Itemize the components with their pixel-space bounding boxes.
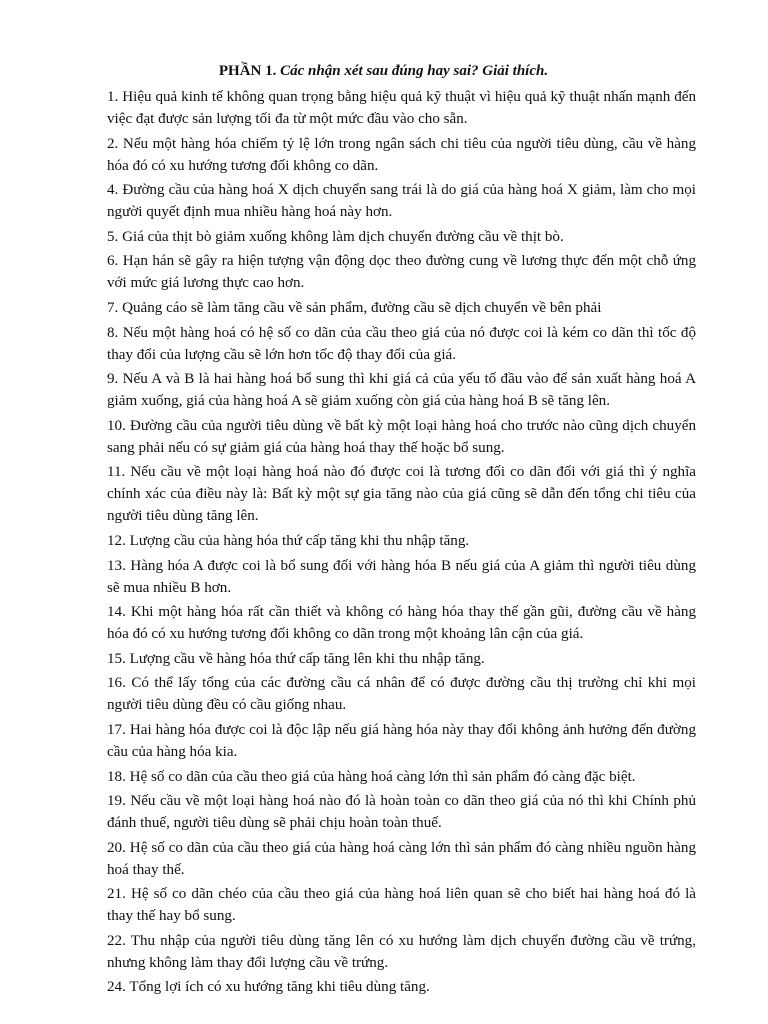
statement-item: 19. Nếu cầu về một loại hàng hoá nào đó là hoàn toàn co dãn theo giá của nó thì khi Chính phủ đánh thuế, người tiêu dùng sẽ phải chịu hoàn toàn thuế. (107, 793, 696, 832)
statement-item: 7. Quảng cáo sẽ làm tăng cầu về sản phẩm, đường cầu sẽ dịch chuyển về bên phải (107, 299, 602, 316)
statement-item: 13. Hàng hóa A được coi là bổ sung đối với hàng hóa B nếu giá của A giảm thì người tiêu dùng sẽ mua nhiều B hơn. (107, 557, 696, 596)
statement-item: 16. Có thể lấy tổng của các đường cầu cá nhân để có được đường cầu thị trường chỉ khi mọi người tiêu dùng đều có cầu giống nhau. (107, 675, 696, 714)
statement-item: 2. Nếu một hàng hóa chiếm tỷ lệ lớn trong ngân sách chi tiêu của người tiêu dùng, cầu về hàng hóa đó có xu hướng tương đối không co dãn. (107, 135, 696, 174)
statement-item: 6. Hạn hán sẽ gây ra hiện tượng vận động dọc theo đường cung về lương thực đến một chỗ ứng với mức giá lương thực cao hơn. (107, 253, 696, 292)
statement-list (107, 86, 696, 998)
statement-item: 17. Hai hàng hóa được coi là độc lập nếu giá hàng hóa này thay đổi không ảnh hưởng đến đường cầu của hàng hóa kia. (107, 721, 696, 760)
statement-item: 9. Nếu A và B là hai hàng hoá bổ sung thì khi giá cả của yếu tố đầu vào để sản xuất hàng hoá A giảm xuống, giá của hàng hoá A sẽ giảm xuống còn giá của hàng hoá B sẽ tăng lên. (107, 371, 696, 410)
statement-item: 14. Khi một hàng hóa rất cần thiết và không có hàng hóa thay thế gần gũi, đường cầu về hàng hóa đó có xu hướng tương đối không co dãn trong một khoảng lân cận của giá. (107, 604, 696, 643)
statement-item: 5. Giá của thịt bò giảm xuống không làm dịch chuyển đường cầu về thịt bò. (107, 228, 564, 245)
section-heading (89, 60, 678, 82)
statement-item: 21. Hệ số co dãn chéo của cầu theo giá của hàng hoá liên quan sẽ cho biết hai hàng hoá đó là thay thế hay bổ sung. (107, 886, 696, 925)
statement-item: 1. Hiệu quả kinh tế không quan trọng bằng hiệu quả kỹ thuật vì hiệu quả kỹ thuật nhấn mạnh đến việc đạt được sản lượng tối đa từ một mức đầu vào cho sẵn. (107, 89, 696, 127)
statement-item: 20. Hệ số co dãn của cầu theo giá của hàng hoá càng lớn thì sản phẩm đó càng nhiều nguồn hàng hoá thay thế. (107, 839, 696, 878)
statement-item: 11. Nếu cầu về một loại hàng hoá nào đó được coi là tương đối co dãn đối với giá thì ý nghĩa chính xác của điều này là: Bất kỳ một sự gia tăng nào của giá cũng sẽ dẫn đến tổng chi tiêu của người tiêu dùng tăng lên. (107, 464, 696, 525)
section-instruction: Các nhận xét sau đúng hay sai? Giải thích. (280, 63, 549, 79)
statement-item: 8. Nếu một hàng hoá có hệ số co dãn của cầu theo giá của nó được coi là kém co dãn thì tốc độ thay đổi của lượng cầu sẽ lớn hơn tốc độ thay đổi của giá. (107, 324, 696, 363)
part-label: PHẦN 1. (218, 63, 277, 79)
statement-item: 22. Thu nhập của người tiêu dùng tăng lên có xu hướng làm dịch chuyển đường cầu về trứng, nhưng không làm thay đổi lượng cầu về trứng. (107, 932, 696, 971)
statement-item: 4. Đường cầu của hàng hoá X dịch chuyển sang trái là do giá của hàng hoá X giảm, làm cho mọi người quyết định mua nhiều hàng hoá này hơn. (107, 182, 696, 221)
statement-item: 18. Hệ số co dãn của cầu theo giá của hàng hoá càng lớn thì sản phẩm đó càng đặc biệt. (107, 768, 636, 785)
statement-item: 24. Tổng lợi ích có xu hướng tăng khi tiêu dùng tăng. (107, 979, 430, 996)
statement-item: 15. Lượng cầu về hàng hóa thứ cấp tăng lên khi thu nhập tăng. (107, 650, 485, 667)
statement-item: 12. Lượng cầu của hàng hóa thứ cấp tăng khi thu nhập tăng. (107, 532, 470, 549)
statement-item: 10. Đường cầu của người tiêu dùng về bất kỳ một loại hàng hoá cho trước nào cũng dịch chuyển sang phải nếu có sự giảm giá của hàng hoá thay thế hoặc bổ sung. (107, 417, 696, 456)
